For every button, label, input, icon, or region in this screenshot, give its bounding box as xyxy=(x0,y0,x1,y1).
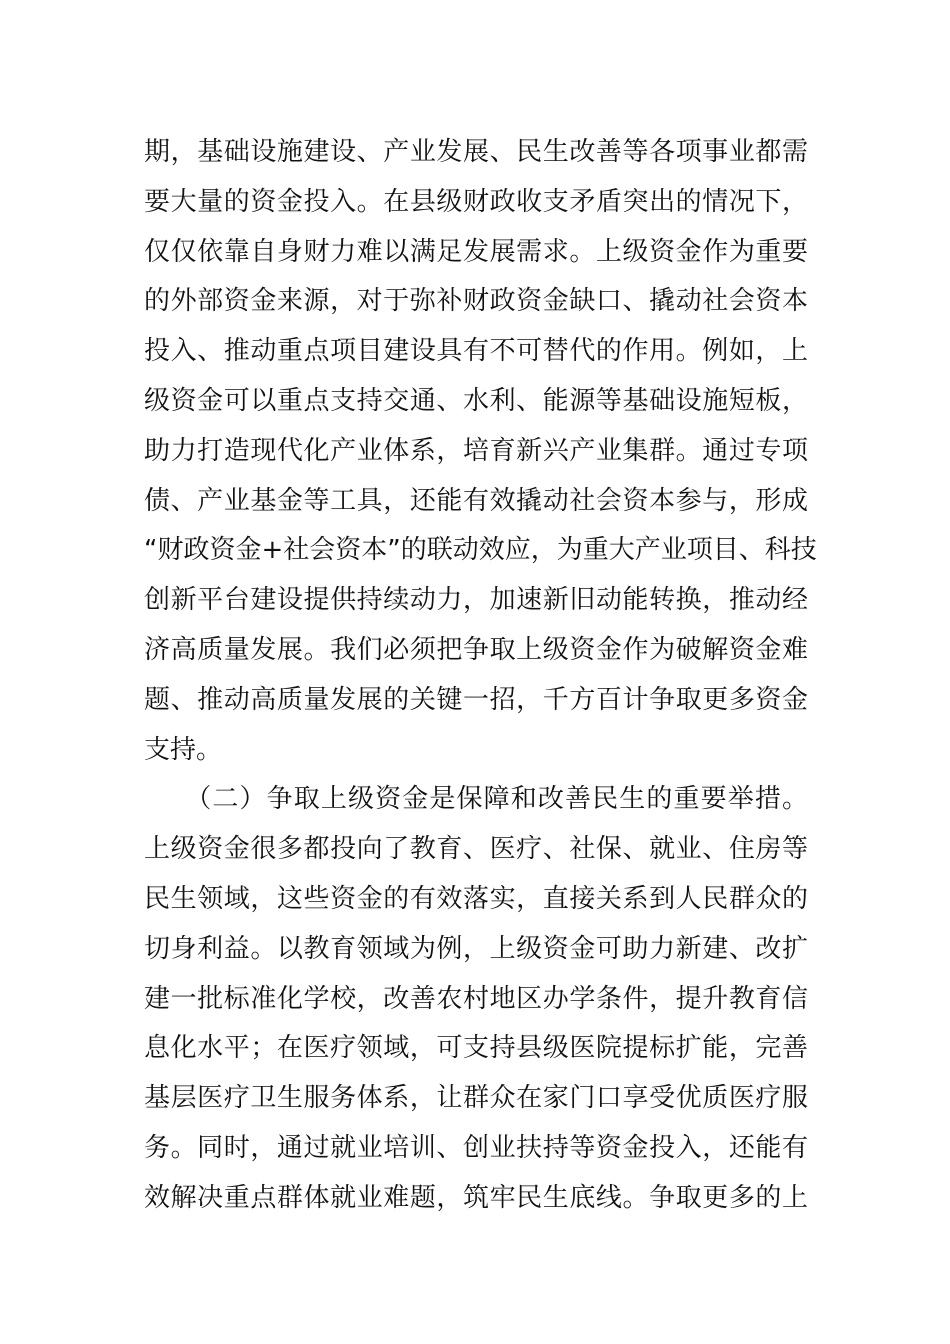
text-line: 助力打造现代化产业体系，培育新兴产业集群。通过专项 xyxy=(144,435,808,466)
text-line: 息化水平；在医疗领域，可支持县级医院提标扩能，完善 xyxy=(144,1033,808,1064)
text-line: 效解决重点群体就业难题，筑牢民生底线。争取更多的上 xyxy=(144,1182,808,1213)
text-line: 创新平台建设提供持续动力，加速新旧动能转换，推动经 xyxy=(144,585,808,616)
text-line: 支持。 xyxy=(144,734,223,765)
text-line: 投入、推动重点项目建设具有不可替代的作用。例如，上 xyxy=(144,336,808,367)
body-text xyxy=(144,128,817,1224)
text-line: 的外部资金来源，对于弥补财政资金缺口、撬动社会资本 xyxy=(144,286,808,317)
text-line: 务。同时，通过就业培训、创业扶持等资金投入，还能有 xyxy=(144,1132,808,1163)
text-line: 期，基础设施建设、产业发展、民生改善等各项事业都需 xyxy=(144,137,808,167)
text-line: 上级资金很多都投向了教育、医疗、社保、就业、住房等 xyxy=(144,834,808,865)
text-line: 民生领域，这些资金的有效落实，直接关系到人民群众的 xyxy=(144,883,808,914)
text-line: 级资金可以重点支持交通、水利、能源等基础设施短板， xyxy=(144,385,808,416)
text-line: 仅仅依靠自身财力难以满足发展需求。上级资金作为重要 xyxy=(144,236,808,267)
text-line: “财政资金+社会资本”的联动效应，为重大产业项目、科技 xyxy=(144,535,817,566)
text-line: 题、推动高质量发展的关键一招，千方百计争取更多资金 xyxy=(144,684,808,715)
section-heading-line: （二）争取上级资金是保障和改善民生的重要举措。 xyxy=(144,784,808,815)
text-line: 要大量的资金投入。在县级财政收支矛盾突出的情况下， xyxy=(144,186,808,217)
text-line: 建一批标准化学校，改善农村地区办学条件，提升教育信 xyxy=(144,983,808,1014)
text-line: 济高质量发展。我们必须把争取上级资金作为破解资金难 xyxy=(144,634,808,665)
text-line: 债、产业基金等工具，还能有效撬动社会资本参与，形成 xyxy=(144,485,808,516)
text-line: 切身利益。以教育领域为例，上级资金可助力新建、改扩 xyxy=(144,933,808,964)
text-line: 基层医疗卫生服务体系，让群众在家门口享受优质医疗服 xyxy=(144,1083,808,1114)
